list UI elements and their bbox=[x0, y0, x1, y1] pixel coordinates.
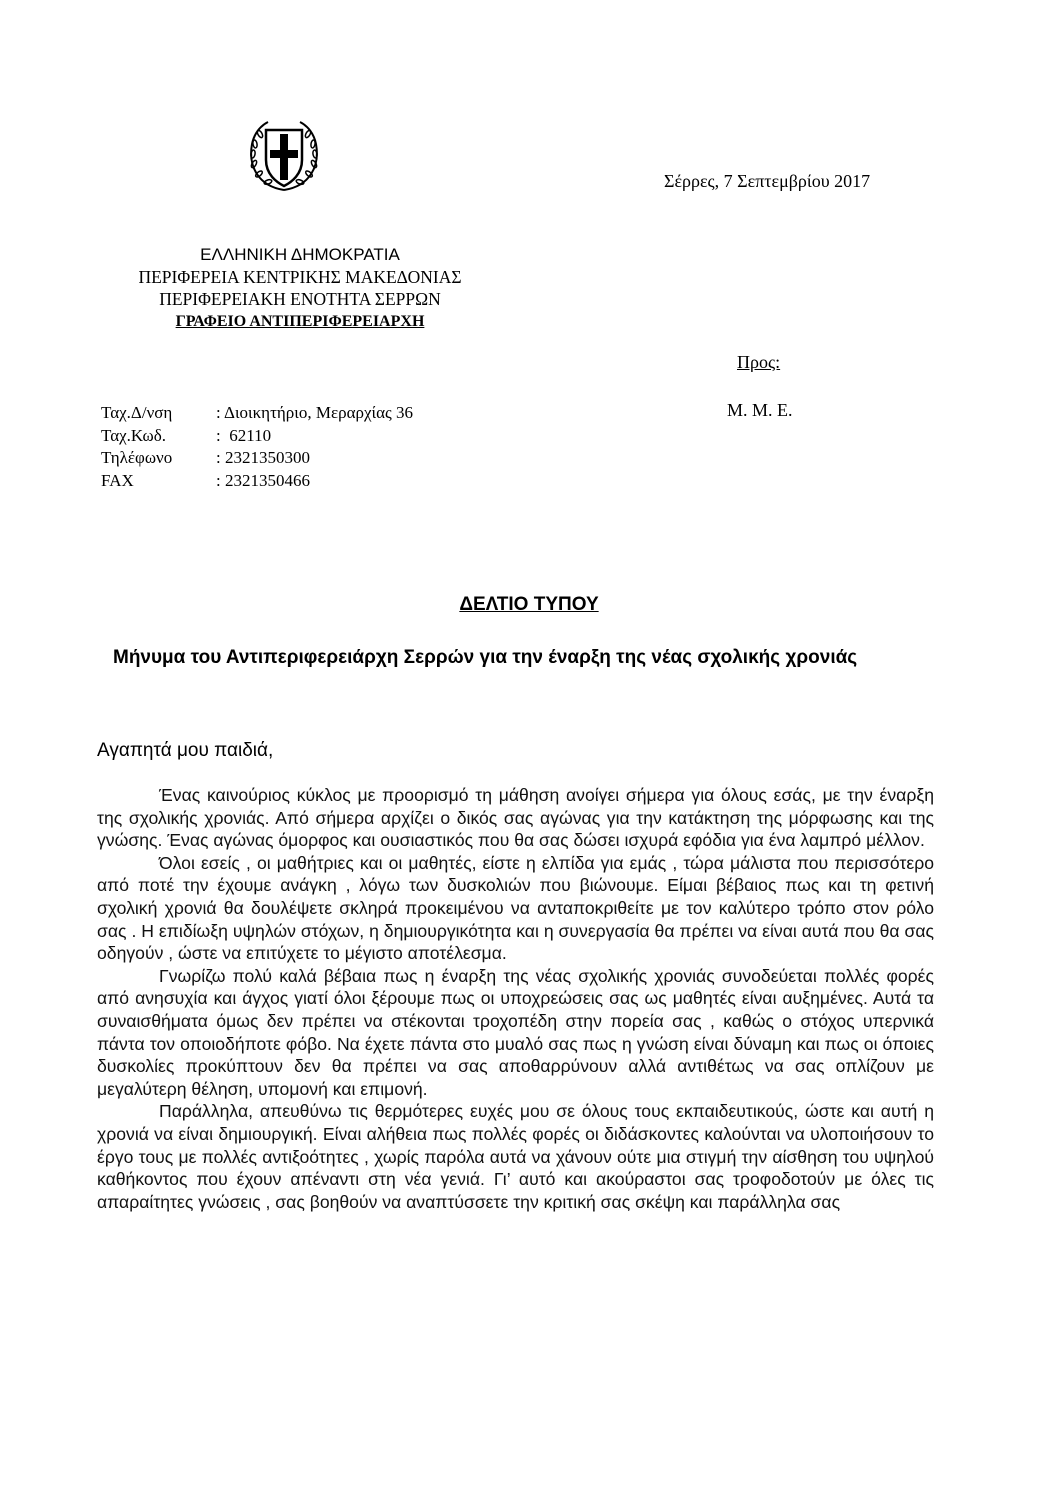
greeting: Αγαπητά μου παιδιά, bbox=[97, 740, 274, 761]
contact-details bbox=[101, 402, 413, 492]
contact-label: Τηλέφωνο bbox=[101, 448, 173, 467]
contact-row-postcode bbox=[101, 425, 413, 448]
contact-value: : Διοικητήριο, Μεραρχίας 36 bbox=[216, 403, 413, 422]
contact-row-phone bbox=[101, 447, 413, 470]
contact-value: : 62110 bbox=[216, 425, 272, 445]
body-paragraph: Γνωρίζω πολύ καλά βέβαια πως η έναρξη της νέας σχολικής χρονιάς συνοδεύεται πολλές φορές από ανησυχία και άγχος γιατί όλοι ξέρουμε πως οι υποχρεώσεις σας ως μαθητές είναι αυξημένες. Αυτά τα συναισθήματα όμως δεν πρέπει να στέκονται τροχοπέδη στην πορεία σας , καθώς ο στόχος υπερνικά πάντα τον οποιοδήποτε φόβο. Να έχετε πάντα στο μυαλό σας πως η γνώση είναι δύναμη και πως οι όποιες δυσκολίες προκύπτουν δεν θα πρέπει να σας αποθαρρύνουν αλλά αντιθέτως να σας οπλίζουν με μεγαλύτερη θέληση, υπομονή και επιμονή. bbox=[97, 965, 934, 1099]
org-line-regional-unit: ΠΕΡΙΦΕΡΕΙΑΚΗ ΕΝΟΤΗΤΑ ΣΕΡΡΩΝ bbox=[159, 289, 441, 309]
contact-value: : 2321350466 bbox=[216, 470, 310, 490]
body-text bbox=[97, 784, 934, 1213]
document-date: Σέρρες, 7 Σεπτεμβρίου 2017 bbox=[664, 171, 871, 191]
press-release-subject: Μήνυμα του Αντιπεριφερειάρχη Σερρών για την έναρξη της νέας σχολικής χρονιάς bbox=[113, 647, 858, 668]
contact-label: Ταχ.Δ/νση bbox=[101, 403, 173, 422]
greek-coat-of-arms-icon bbox=[244, 116, 324, 196]
recipient-label: Προς: bbox=[737, 352, 781, 372]
recipient-value: Μ. Μ. Ε. bbox=[727, 400, 793, 420]
press-release-title: ΔΕΛΤΙΟ ΤΥΠΟΥ bbox=[459, 594, 599, 615]
contact-value: : 2321350300 bbox=[216, 448, 310, 467]
organization-header bbox=[95, 244, 505, 334]
body-paragraph: Όλοι εσείς , οι μαθήτριες και οι μαθητές, είστε η ελπίδα για εμάς , τώρα μάλιστα που περισσότερο από ποτέ την έχουμε ανάγκη , λόγω των δυσκολιών που βιώνουμε. Είμαι βέβαιος πως και τη φετινή σχολική χρονιά θα δουλέψετε σκληρά προκειμένου να ανταποκριθείτε με τον καλύτερο τρόπο στον ρόλο σας . Η επιδίωξη υψηλών στόχων, η δημιουργικότητα και η συνεργασία θα πρέπει να είναι αυτά που θα σας οδηγούν , ώστε να επιτύχετε το μέγιστο αποτέλεσμα. bbox=[97, 852, 934, 964]
org-line-republic: ΕΛΛΗΝΙΚΗ ΔΗΜΟΚΡΑΤΙΑ bbox=[200, 245, 400, 264]
body-paragraph: Ένας καινούριος κύκλος με προορισμό τη μάθηση ανοίγει σήμερα για όλους εσάς, με την έναρξη της σχολικής χρονιάς. Από σήμερα αρχίζει ο δικός σας αγώνας για την κατάκτηση της μόρφωσης και της γνώσης. Ένας αγώνας όμορφος και ουσιαστικός που θα σας δώσει ισχυρά εφόδια για ένα λαμπρό μέλλον. bbox=[97, 785, 934, 851]
org-line-office: ΓΡΑΦΕΙΟ ΑΝΤΙΠΕΡΙΦΕΡΕΙΑΡΧΗ bbox=[175, 313, 425, 330]
contact-label: Ταχ.Κωδ. bbox=[101, 425, 167, 445]
contact-row-address bbox=[101, 402, 413, 425]
body-paragraph: Παράλληλα, απευθύνω τις θερμότερες ευχές μου σε όλους τους εκπαιδευτικούς, ώστε και αυτή η χρονιά να είναι δημιουργική. Είναι αλήθεια πως πολλές φορές οι διδάσκοντες καλούνται να υλοποιήσουν το έργο τους με πολλές αντιξοότητες , χωρίς παρόλα αυτά να χάνουν ούτε μια στιγμή την αίσθηση του υψηλού καθήκοντος που έχουν απέναντι στη νέα γενιά. Γι’ αυτό και ακούραστοι σας τροφοδοτούν με όλες τις απαραίτητες γνώσεις , σας βοηθούν να αναπτύσσετε την κριτική σας σκέψη και παράλληλα σας bbox=[97, 1101, 934, 1212]
org-line-region: ΠΕΡΙΦΕΡΕΙΑ ΚΕΝΤΡΙΚΗΣ ΜΑΚΕΔΟΝΙΑΣ bbox=[138, 267, 462, 287]
contact-label: FAX bbox=[101, 470, 134, 490]
contact-row-fax bbox=[101, 470, 413, 493]
